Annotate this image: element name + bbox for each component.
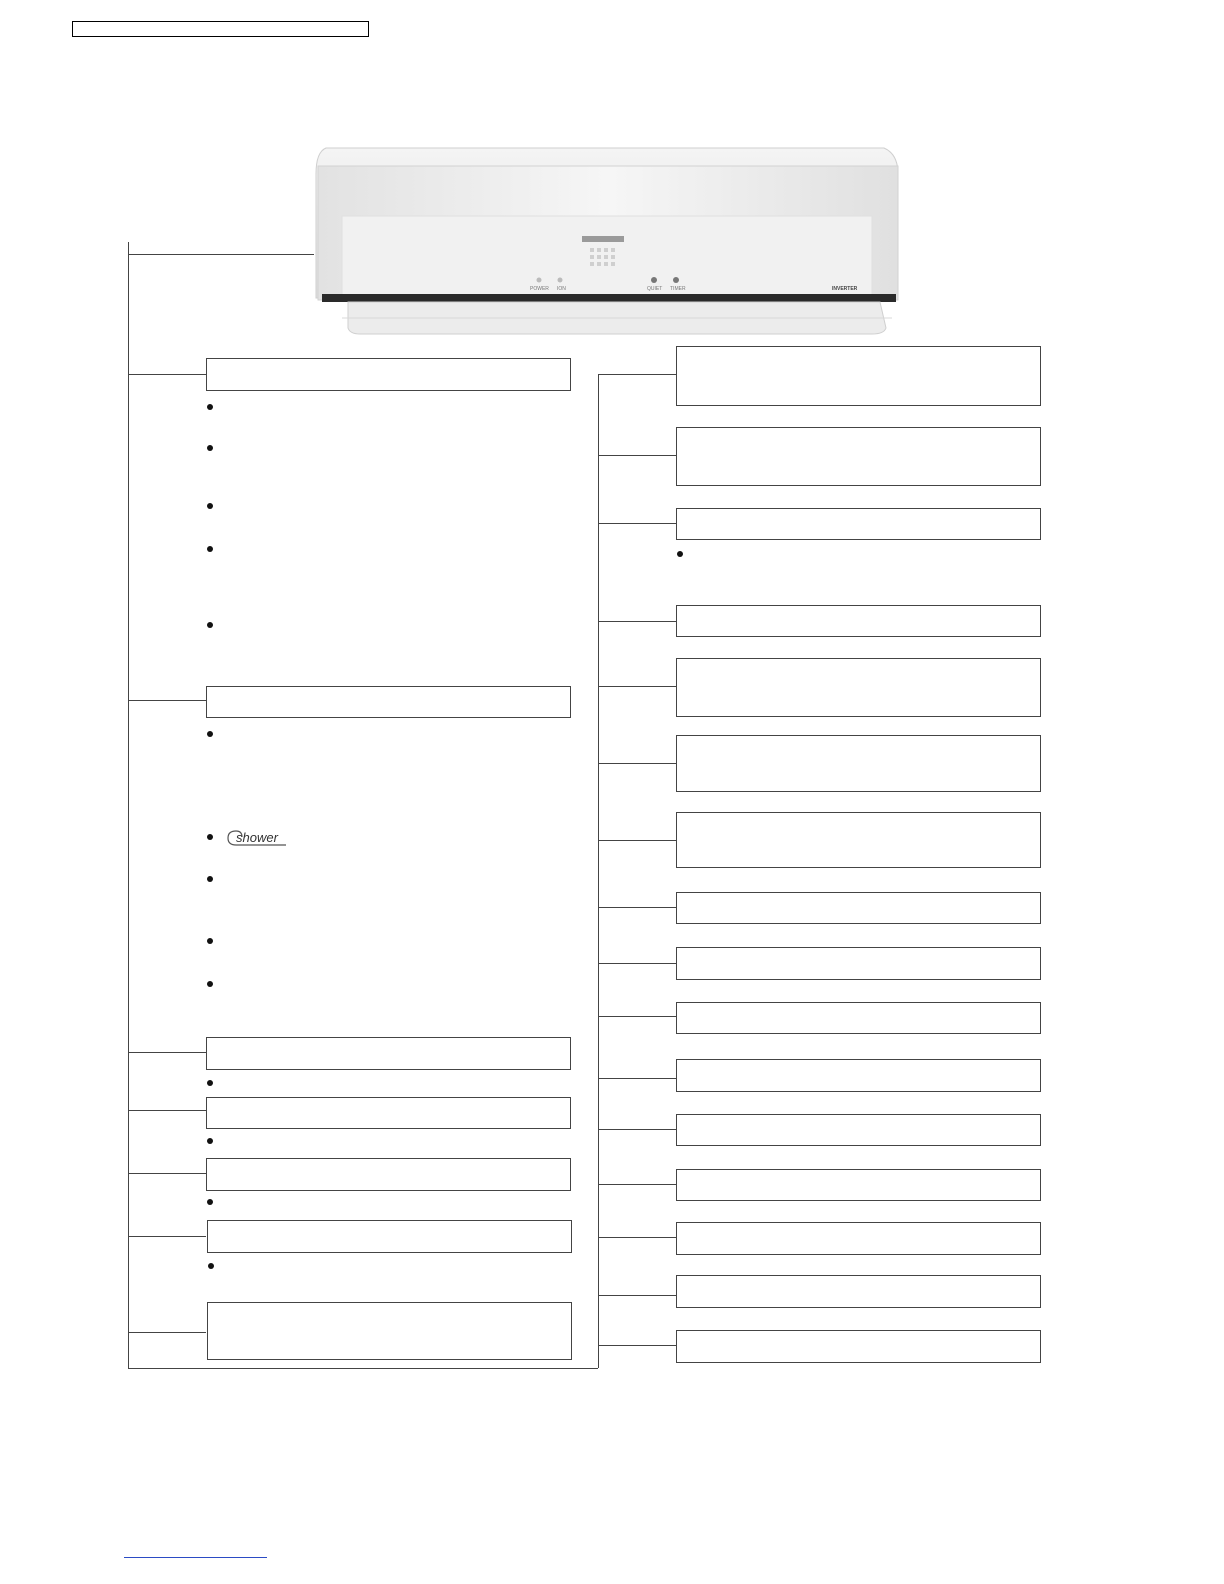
right-feature-box-2: [676, 427, 1041, 486]
right-feature-box-13: [676, 1169, 1041, 1201]
left-feature-box-6: [207, 1220, 572, 1253]
right-feature-box-16: [676, 1330, 1041, 1363]
right-feature-box-1: [676, 346, 1041, 406]
bullet: [207, 1138, 213, 1144]
bullet: [207, 445, 213, 451]
bullet: [207, 938, 213, 944]
svg-text:INVERTER: INVERTER: [832, 286, 858, 292]
bullet: [207, 404, 213, 410]
right-feature-box-6: [676, 735, 1041, 792]
right-feature-box-3: [676, 508, 1041, 540]
right-feature-box-7: [676, 812, 1041, 868]
right-feature-box-11: [676, 1059, 1041, 1092]
air-conditioner-image: [312, 144, 902, 340]
bullet: [208, 1263, 214, 1269]
svg-text:POWER: POWER: [530, 286, 549, 292]
bullet: [207, 503, 213, 509]
bullet: [677, 551, 683, 557]
bullet: [207, 731, 213, 737]
right-feature-box-15: [676, 1275, 1041, 1308]
bullet: [207, 876, 213, 882]
left-feature-box-2: [206, 686, 571, 718]
right-feature-box-10: [676, 1002, 1041, 1034]
left-feature-box-3: [206, 1037, 571, 1070]
right-feature-box-12: [676, 1114, 1041, 1146]
left-feature-box-7: [207, 1302, 572, 1360]
left-feature-box-1: [206, 358, 571, 391]
svg-text:TIMER: TIMER: [670, 286, 686, 292]
svg-text:ION: ION: [557, 286, 566, 292]
left-feature-box-4: [206, 1097, 571, 1129]
footer-link[interactable]: [124, 1557, 267, 1558]
right-feature-box-4: [676, 605, 1041, 637]
bullet: [207, 1199, 213, 1205]
svg-text:QUIET: QUIET: [647, 286, 663, 292]
bullet: [207, 622, 213, 628]
bullet: [207, 981, 213, 987]
header-box: [72, 21, 369, 37]
right-feature-box-14: [676, 1222, 1041, 1255]
bullet: [207, 546, 213, 552]
right-feature-box-8: [676, 892, 1041, 924]
right-feature-box-9: [676, 947, 1041, 980]
left-feature-box-5: [206, 1158, 571, 1191]
shower-logo-text: shower: [236, 830, 278, 845]
bullet: [207, 1080, 213, 1086]
bullet: [207, 834, 213, 840]
right-feature-box-5: [676, 658, 1041, 717]
